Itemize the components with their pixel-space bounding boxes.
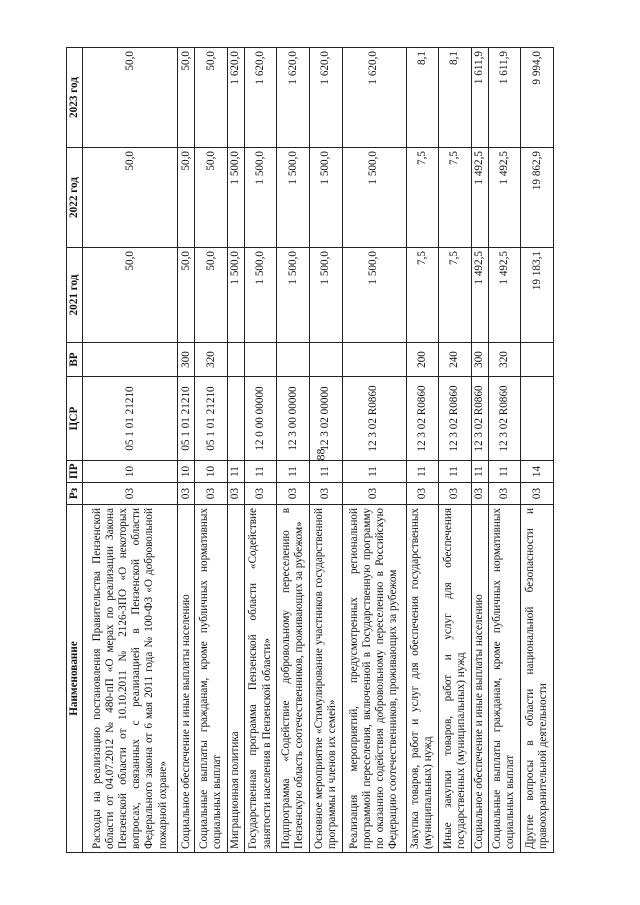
cell-vr: 300 — [471, 343, 488, 377]
cell-2021: 1 500,0 — [227, 248, 244, 343]
cell-rz: 03 — [178, 483, 195, 505]
cell-name: Иные закупки товаров, работ и услуг для обеспечения государственных (муниципальных) нужд — [439, 505, 472, 853]
cell-2021: 1 492,5 — [471, 248, 488, 343]
cell-2021: 50,0 — [178, 248, 195, 343]
cell-2023: 8,1 — [406, 48, 439, 148]
cell-name: Социальное обеспечение и иные выплаты населению — [471, 505, 488, 853]
cell-csr: 05 1 01 21210 — [195, 377, 228, 461]
cell-name: Миграционная политика — [227, 505, 244, 853]
cell-csr: 12 3 02 R0860 — [342, 377, 406, 461]
cell-vr — [342, 343, 406, 377]
cell-name: Расходы на реализацию постановления Правительства Пензенской области от 04.07.2012 № 480-пП «О мерах по реализации Закона Пензенской области от 10.10.2011 № 2126-ЗПО «О некоторых вопросах, связанных с реализацией в Пензенской области Федерального закона от 6 мая 2011 года № 100-ФЗ «О добровольной пожарной охране» — [83, 505, 178, 853]
cell-vr — [277, 343, 310, 377]
cell-name: Реализация мероприятий, предусмотренных региональной программой переселения, включенной в Государственную программу по оказанию содействия добровольному переселению в Российскую Федерацию соотечественников, проживающих за рубежом — [342, 505, 406, 853]
table-row — [178, 48, 195, 853]
cell-rz: 03 — [244, 483, 277, 505]
table-row — [521, 48, 554, 853]
cell-2022: 7,5 — [439, 148, 472, 248]
header-csr: ЦСР — [67, 377, 83, 461]
header-vr: ВР — [67, 343, 83, 377]
cell-pr: 11 — [471, 461, 488, 483]
cell-2021: 1 500,0 — [310, 248, 343, 343]
table-row — [195, 48, 228, 853]
cell-rz: 03 — [471, 483, 488, 505]
cell-2021: 1 500,0 — [342, 248, 406, 343]
cell-vr: 240 — [439, 343, 472, 377]
table-row — [83, 48, 178, 853]
cell-pr: 11 — [439, 461, 472, 483]
cell-2023: 1 620,0 — [310, 48, 343, 148]
cell-csr: 12 3 02 R0860 — [406, 377, 439, 461]
cell-2022: 7,5 — [406, 148, 439, 248]
cell-csr: 12 3 02 R0860 — [471, 377, 488, 461]
header-rz: Рз — [67, 483, 83, 505]
cell-2022: 1 500,0 — [244, 148, 277, 248]
cell-pr: 10 — [83, 461, 178, 483]
table-row — [439, 48, 472, 853]
table-row — [488, 48, 521, 853]
header-name: Наименование — [67, 505, 83, 853]
cell-csr: 12 3 02 00000 — [310, 377, 343, 461]
cell-2021: 1 492,5 — [488, 248, 521, 343]
cell-2023: 50,0 — [83, 48, 178, 148]
cell-vr — [310, 343, 343, 377]
cell-2022: 19 862,9 — [521, 148, 554, 248]
cell-name: Основное мероприятие «Стимулирование участников государственной программы и членов их семей» — [310, 505, 343, 853]
table-row — [277, 48, 310, 853]
cell-2021: 1 500,0 — [277, 248, 310, 343]
cell-csr — [227, 377, 244, 461]
cell-rz: 03 — [310, 483, 343, 505]
cell-2023: 1 620,0 — [227, 48, 244, 148]
cell-pr: 11 — [244, 461, 277, 483]
table-header-row — [67, 48, 83, 853]
header-2021: 2021 год — [67, 248, 83, 343]
cell-rz: 03 — [439, 483, 472, 505]
cell-2022: 1 492,5 — [471, 148, 488, 248]
cell-name: Закупка товаров, работ и услуг для обеспечения государственных (муниципальных) нужд — [406, 505, 439, 853]
cell-2023: 1 620,0 — [277, 48, 310, 148]
cell-rz: 03 — [277, 483, 310, 505]
cell-2023: 9 994,0 — [521, 48, 554, 148]
cell-pr: 11 — [277, 461, 310, 483]
cell-vr — [521, 343, 554, 377]
table-row — [471, 48, 488, 853]
cell-2022: 50,0 — [83, 148, 178, 248]
cell-vr: 300 — [178, 343, 195, 377]
cell-vr: 320 — [195, 343, 228, 377]
cell-csr: 05 1 01 21210 — [83, 377, 178, 461]
cell-name: Государственная программа Пензенской области «Содействие занятости населения в Пензенской области» — [244, 505, 277, 853]
cell-name: Социальные выплаты гражданам, кроме публичных нормативных социальных выплат — [488, 505, 521, 853]
cell-2021: 50,0 — [195, 248, 228, 343]
cell-csr: 12 3 02 R0860 — [439, 377, 472, 461]
table-row — [342, 48, 406, 853]
cell-name: Социальные выплаты гражданам, кроме публичных нормативных социальных выплат — [195, 505, 228, 853]
rotated-page-content — [66, 48, 554, 853]
cell-pr: 11 — [342, 461, 406, 483]
cell-2023: 50,0 — [195, 48, 228, 148]
header-pr: ПР — [67, 461, 83, 483]
cell-2021: 50,0 — [83, 248, 178, 343]
cell-2023: 8,1 — [439, 48, 472, 148]
cell-2022: 50,0 — [178, 148, 195, 248]
cell-rz: 03 — [521, 483, 554, 505]
cell-csr: 05 1 01 21210 — [178, 377, 195, 461]
cell-vr — [227, 343, 244, 377]
table-row — [244, 48, 277, 853]
cell-2023: 1 611,9 — [488, 48, 521, 148]
cell-name: Социальное обеспечение и иные выплаты населению — [178, 505, 195, 853]
cell-rz: 03 — [227, 483, 244, 505]
cell-pr: 10 — [195, 461, 228, 483]
cell-2023: 1 611,9 — [471, 48, 488, 148]
cell-rz: 03 — [342, 483, 406, 505]
table-row — [227, 48, 244, 853]
cell-rz: 03 — [195, 483, 228, 505]
cell-pr: 11 — [406, 461, 439, 483]
cell-2021: 1 500,0 — [244, 248, 277, 343]
cell-2021: 7,5 — [439, 248, 472, 343]
cell-vr: 200 — [406, 343, 439, 377]
cell-2022: 1 500,0 — [342, 148, 406, 248]
cell-2021: 19 183,1 — [521, 248, 554, 343]
cell-2022: 1 492,5 — [488, 148, 521, 248]
table-row — [406, 48, 439, 853]
cell-2023: 1 620,0 — [244, 48, 277, 148]
cell-2022: 1 500,0 — [277, 148, 310, 248]
cell-2022: 1 500,0 — [227, 148, 244, 248]
header-2023: 2023 год — [67, 48, 83, 148]
cell-vr — [244, 343, 277, 377]
budget-table — [66, 47, 554, 853]
cell-vr — [83, 343, 178, 377]
cell-pr: 14 — [521, 461, 554, 483]
cell-name: Подпрограмма «Содействие добровольному переселению в Пензенскую область соотечественников, проживающих за рубежом» — [277, 505, 310, 853]
cell-csr: 12 3 00 00000 — [277, 377, 310, 461]
cell-rz: 03 — [406, 483, 439, 505]
cell-2022: 1 500,0 — [310, 148, 343, 248]
cell-2022: 50,0 — [195, 148, 228, 248]
cell-csr — [521, 377, 554, 461]
cell-pr: 11 — [488, 461, 521, 483]
cell-name: Другие вопросы в области национальной безопасности и правоохранительной деятельности — [521, 505, 554, 853]
cell-pr: 11 — [227, 461, 244, 483]
cell-vr: 320 — [488, 343, 521, 377]
page-number: 88 — [313, 448, 328, 461]
cell-csr: 12 3 02 R0860 — [488, 377, 521, 461]
cell-pr: 10 — [178, 461, 195, 483]
cell-csr: 12 0 00 00000 — [244, 377, 277, 461]
cell-2023: 50,0 — [178, 48, 195, 148]
table-row — [310, 48, 343, 853]
cell-2023: 1 620,0 — [342, 48, 406, 148]
header-2022: 2022 год — [67, 148, 83, 248]
cell-rz: 03 — [83, 483, 178, 505]
cell-2021: 7,5 — [406, 248, 439, 343]
cell-rz: 03 — [488, 483, 521, 505]
cell-pr: 11 — [310, 461, 343, 483]
